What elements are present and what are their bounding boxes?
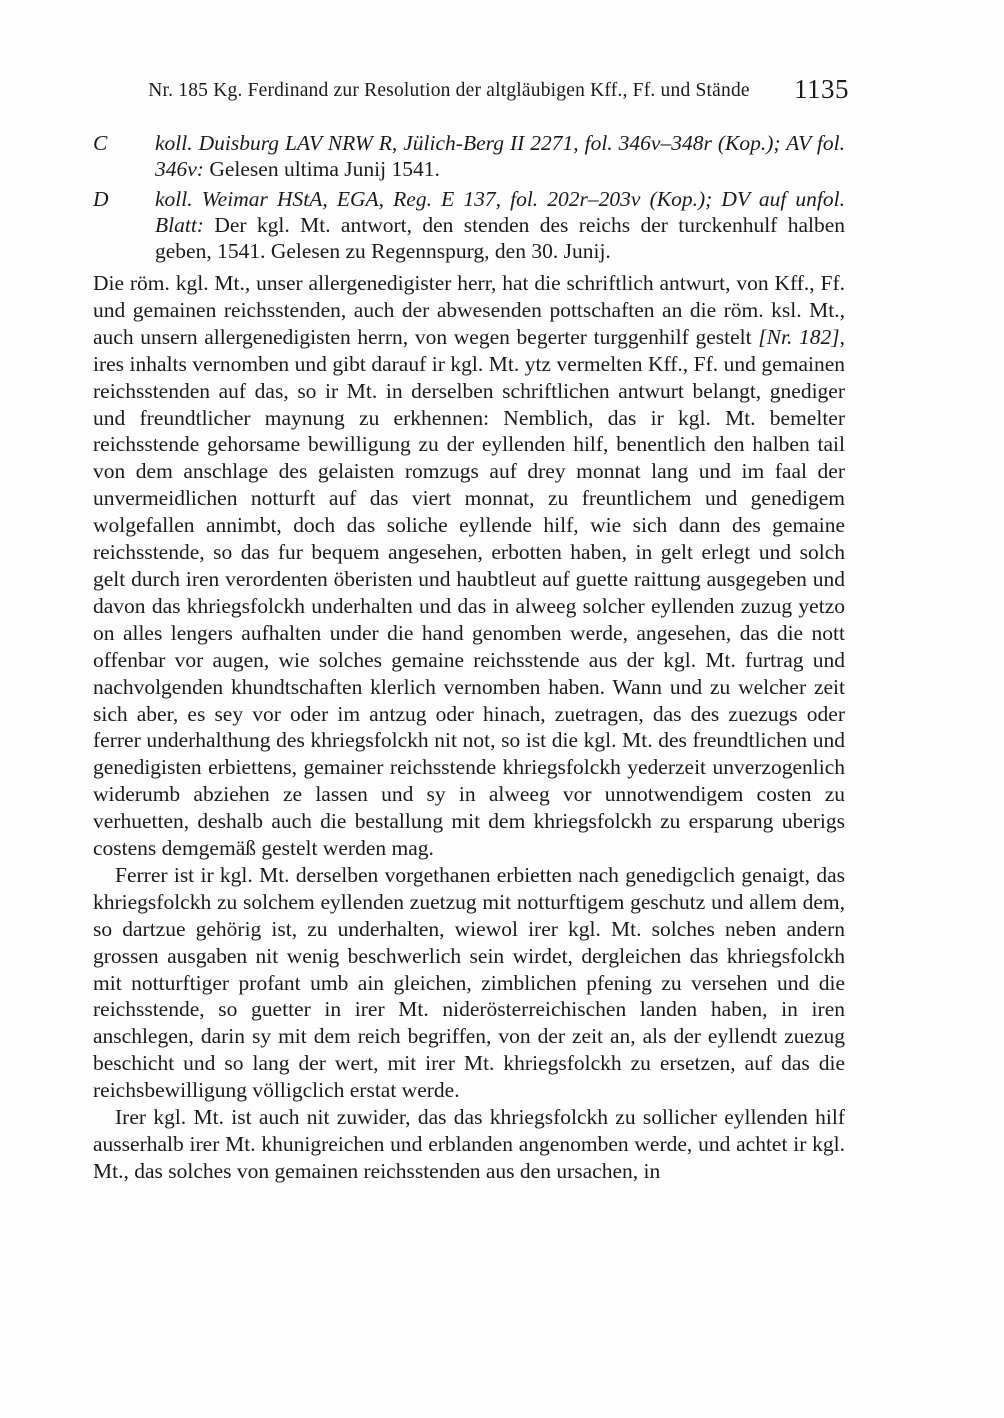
apparatus-siglum: D [93, 187, 109, 211]
running-head [93, 74, 849, 104]
body-paragraph [93, 1104, 845, 1185]
text-segment-italic: koll. Duisburg LAV NRW R, Jülich-Berg II 2271, fol. 346v–348r (Kop.); AV fol. 346v: [155, 131, 845, 181]
text-segment-roman: Der kgl. Mt. antwort, den stenden des reichs der turckenhulf halben geben, 1541. Gelesen zu Regennspurg, den 30. Junij. [155, 213, 846, 263]
apparatus-entry [93, 186, 845, 264]
text-segment-roman: Irer kgl. Mt. ist auch nit zuwider, das das khriegsfolckh zu sollicher eyllenden hilf ausserhalb irer Mt. khunigreichen und erblanden angenomben werde, und achtet ir kgl. Mt., das solches von gemainen reichsstenden aus den ursachen, in [93, 1105, 845, 1183]
text-segment-italic: koll. Weimar HStA, EGA, Reg. E 137, fol. 202r–203v (Kop.); DV auf unfol. Blatt: [155, 187, 845, 237]
apparatus-entry-text [155, 186, 845, 264]
apparatus-entry-text [155, 130, 845, 182]
body-paragraph [93, 270, 845, 862]
text-segment-roman: Die röm. kgl. Mt., unser allergenedigister herr, hat die schriftlich antwurt, von Kff., Ff. und gemainen reichsstenden, auch der abwesenden pottschaften an die röm. ksl. Mt., auch unsern allergenedigisten herrn, von wegen begerter turggenhilf gestelt [93, 271, 845, 349]
apparatus-section [93, 130, 845, 264]
apparatus-siglum: C [93, 131, 108, 155]
text-segment-italic: [Nr. 182] [758, 324, 840, 349]
apparatus-entry [93, 130, 845, 182]
page-number: 1135 [794, 74, 849, 104]
text-segment-roman: , ires inhalts vernomben und gibt darauf ir kgl. Mt. ytz vermelten Kff., Ff. und gemainen reichsstenden auf das, so ir Mt. in derselben schriftlichen antwurt belangt, gnediger und freundtlicher maynung zu erkhennen: Nemblich, das ir kgl. Mt. bemelter reichsstende gehorsame bewilligung zu der eyllenden hilf, benentlich den halben tail von dem anschlage des gelaisten romzugs auf drey monnat lang und im faal der unvermeidlichen notturft auf das viert monnat, zu freuntlichem und genedigem wolgefallen annimbt, doch das soliche eyllende hilf, wie sich dann des gemaine reichsstende, so das fur bequem angesehen, erbotten haben, in gelt erlegt und solch gelt durch iren verordenten öberisten und haubtleut auf guette raittung ausgegeben und davon das khriegsfolckh underhalten und das in alweeg solcher eyllenden zuzug yetzo on alles lengers aufhalten under die hand genomben werde, angesehen, das die nott offenbar vor augen, wie solches gemaine reichsstende aus der kgl. Mt. furtrag und nachvolgenden khundtschaften klerlich vernomben haben. Wann und zu welcher zeit sich aber, es sey vor oder im antzug oder hinach, zuetragen, das des zuezugs oder ferrer underhalthung des khriegsfolckh nit not, so ist die kgl. Mt. des freundtlichen und genedigisten erbiettens, gemainer reichsstende khriegsfolckh yederzeit unverzogenlich widerumb abziehen ze lassen und sy in alweeg vor unnotwendigem costen zu verhuetten, deshalb auch die bestallung mit dem khriegsfolckh zu ersparung uberigs costens demgemäß gestelt werden mag. [93, 324, 845, 861]
text-segment-roman: Ferrer ist ir kgl. Mt. derselben vorgethanen erbietten nach genedigclich genaigt, das khriegsfolckh zu solchem eyllenden zuetzug mit notturftigem geschutz und allem dem, so dartzue gehörig ist, zu underhalten, wiewol irer kgl. Mt. solches neben andern grossen ausgaben nit wenig beschwerlich sein wirdet, dergleichen das khriegsfolckh mit notturftiger profant umb ain gleichen, zimblichen pfening zu versehen und die reichsstende, so guetter in irer Mt. niderösterreichischen landen haben, in iren anschlegen, darin sy mit dem reich begriffen, von der zeit an, als der eyllendt zuezug beschicht und so lang der wert, mit irer Mt. khriegsfolckh zu ersetzen, auf das die reichsbewilligung völligclich erstat werde. [93, 862, 845, 1103]
body-paragraph [93, 862, 845, 1104]
transcription-body [93, 270, 845, 1185]
running-head-title: Nr. 185 Kg. Ferdinand zur Resolution der altgläubigen Kff., Ff. und Stände [148, 80, 750, 101]
text-segment-roman: Gelesen ultima Junij 1541. [209, 157, 440, 181]
